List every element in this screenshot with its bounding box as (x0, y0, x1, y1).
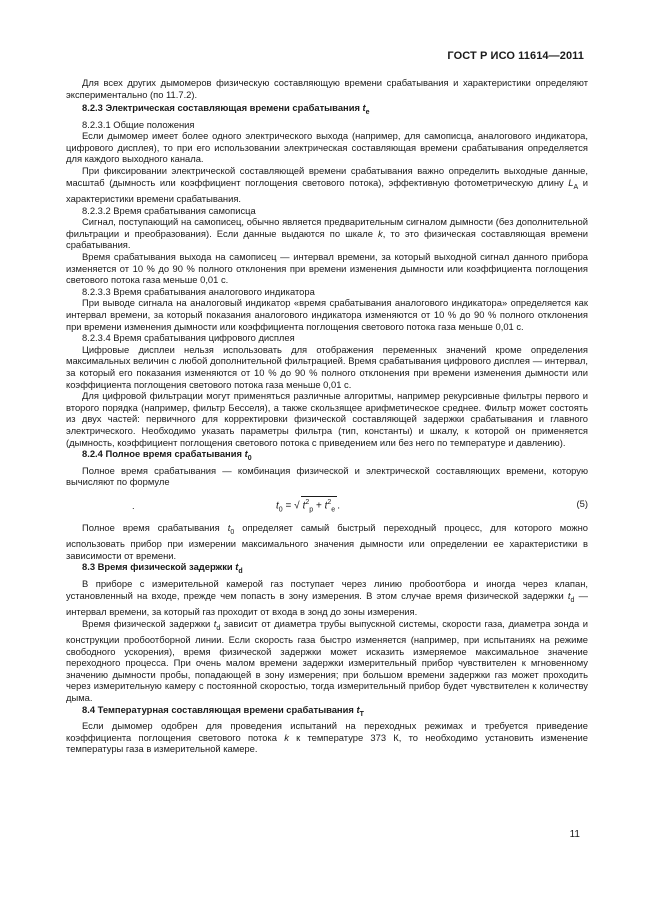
paragraph: Время срабатывания выхода на самописец — интервал времени, за который выходной сигнал данного прибора изменяется от 10 % до 90 % полного отклонения при времени изменения дымности или коэффициента поглощения светового потока газа меньше 0,01 с. (66, 251, 588, 286)
paragraph: Полное время срабатывания $t_0$ определяет самый быстрый переходный процесс, для которого можно использовать прибор при измерении максимального значения дымности или определении ее характеристики в зависимости от времени. (66, 521, 589, 561)
section-heading-8-2-4: 8.2.4 Полное время срабатывания $t_0$ (82, 448, 252, 463)
sqrt-radicand: $t^2_p + t^2_e$ (301, 496, 338, 516)
formula-5 (66, 494, 588, 518)
formula-expression: $t_0$ = √ $t^2_p + t^2_e$ . (276, 496, 340, 516)
subsection-heading-8-2-3-4: 8.2.3.4 Время срабатывания цифрового дисплея (82, 332, 295, 344)
section-heading-8-2-3: 8.2.3 Электрическая составляющая времени срабатывания $t_e$ (82, 102, 370, 117)
paragraph: При выводе сигнала на аналоговый индикатор «время срабатывания аналогового индикатора» определяется как интервал времени, за который показания аналогового индикатора изменяются от 10 % до 90 % полного отклонения при времени изменения дымности или коэффициента поглощения светового потока газа меньше 0,01 с. (66, 297, 588, 332)
paragraph: В приборе с измерительной камерой газ поступает через линию пробоотбора и иногда через клапан, установленный на входе, прежде чем попасть в зону измерения. В этом случае время физической задержки $t_d$ — интервал времени, за который газ проходит от входа в зонд до зоны измерения. (66, 577, 588, 617)
document-body (66, 77, 588, 755)
paragraph: При фиксировании электрической составляющей времени срабатывания важно определить выходные данные, масштаб (дымность или коэффициент поглощения светового потока), эффективную фотометрическую длину $L_A$ и характеристики времени срабатывания. (66, 165, 588, 205)
subsection-heading-8-2-3-1: 8.2.3.1 Общие положения (82, 118, 195, 130)
paragraph: Если дымомер имеет более одного электрического выхода (например, для самописца, аналогового индикатора, цифрового дисплея), то при его использовании электрическая составляющая времени срабатывания определяется для каждого выходного канала. (66, 130, 588, 165)
section-heading-8-3: 8.3 Время физической задержки $t_d$ (82, 561, 243, 576)
standard-header: ГОСТ Р ИСО 11614—2011 (447, 50, 584, 62)
paragraph: Цифровые дисплеи нельзя использовать для отображения переменных значений кроме определения максимальных величин с любой дополнительной фильтрацией. Время срабатывания цифрового дисплея — интервал, за который его показания изменяются от 10 % до 90 % полного отклонения при времени изменения дымности или коэффициента поглощения светового потока газа меньше 0,01 с. (66, 343, 588, 390)
paragraph: Полное время срабатывания — комбинация физической и электрической составляющих времени, которую вычисляют по формуле (66, 464, 588, 488)
paragraph: Если дымомер одобрен для проведения испытаний на переходных режимах и требуется приведение коэффициента поглощения светового потока k к температуре 373 К, то необходимо установить изменение температуры газа в измерительной камере. (66, 720, 588, 755)
page-number: 11 (569, 829, 580, 840)
section-heading-8-4: 8.4 Температурная составляющая времени срабатывания $t_T$ (82, 703, 364, 718)
paragraph: Для всех других дымомеров физическую составляющую времени срабатывания и характеристики определяют экспериментально (по 11.7.2). (66, 77, 588, 100)
subsection-heading-8-2-3-3: 8.2.3.3 Время срабатывания аналогового индикатора (82, 285, 315, 297)
subsection-heading-8-2-3-2: 8.2.3.2 Время срабатывания самописца (82, 204, 256, 216)
paragraph: Сигнал, поступающий на самописец, обычно является предварительным сигналом дымности (без дополнительной фильтрации и преобразования). Если данные выдаются по шкале k, то это физическая составляющая времени срабатывания. (66, 216, 588, 251)
sqrt-sign: √ (294, 500, 300, 512)
formula-number: (5) (576, 497, 588, 509)
paragraph: Время физической задержки $t_d$ зависит от диаметра трубы выпускной системы, скорости газа, диаметра зонда и конструкции пробоотборной линии. Если скорость газа быстро изменяется (например, при испытаниях на режиме свободного ускорения), время физической задержки может исказить измеряемое максимальное значение переходного процесса. При очень малом времени задержки измерительный прибор чувствителен к мгновенному значению дымности пробы, попадающей в зону измерения; при большом времени задержки газ может проходить через измерительную камеру с постоянной скоростью, тогда измерительный прибор будет чувствителен к количеству дыма. (66, 617, 589, 704)
formula-dot: . (132, 499, 135, 511)
paragraph: Для цифровой фильтрации могут применяться различные алгоритмы, например рекурсивные фильтры первого и второго порядка (например, фильтр Бесселя), а также скользящее арифметическое среднее. Фильтр может состоять из двух частей: первичного для корректировки физической составляющей задержки срабатывания и главного электрического. Необходимо указать параметры фильтра (тип, константы) и шкалу, к которой он применяется (дымность, коэффициент поглощения светового потока с приведением или без него по температуре и давлению). (66, 390, 588, 448)
